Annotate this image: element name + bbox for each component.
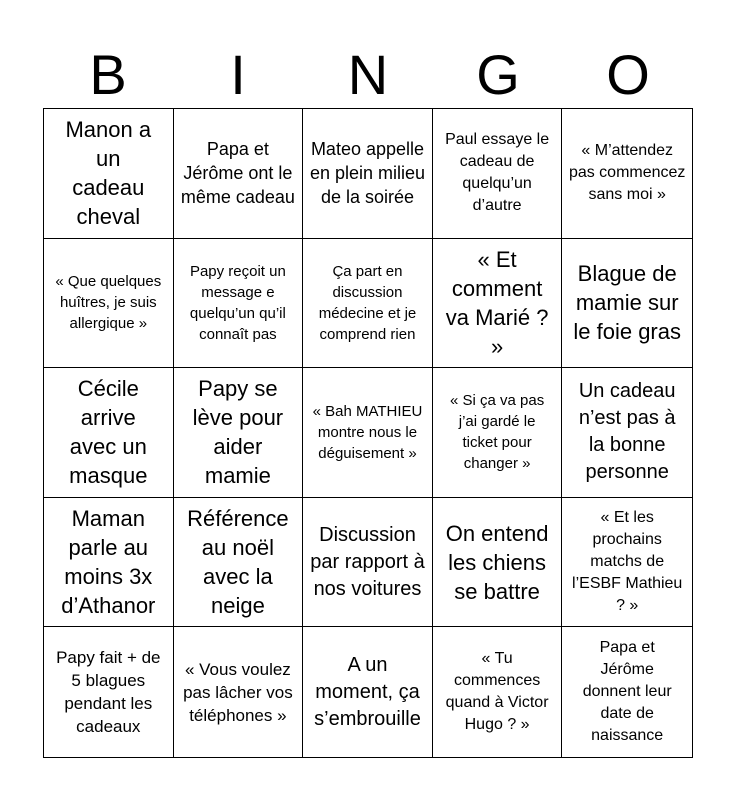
bingo-cell-r5-c2[interactable] xyxy=(174,627,304,757)
bingo-cell-r2-c5[interactable] xyxy=(562,239,692,369)
cell-text: Mateo appelle en plein milieu de la soirée xyxy=(309,139,426,208)
cell-text: On entend les chiens se battre xyxy=(445,520,549,604)
cell-text: « Tu commences quand à Victor Hugo ? » xyxy=(445,650,549,734)
cell-text: Maman parle au moins 3x d’Athanor xyxy=(61,506,156,619)
bingo-cell-r5-c5[interactable] xyxy=(562,627,692,757)
title-letter-b: B xyxy=(89,43,127,106)
title-letter-i: I xyxy=(230,43,246,106)
cell-text: Manon a un cadeau cheval xyxy=(65,117,152,230)
cell-text: Blague de mamie sur le foie gras xyxy=(573,261,681,345)
bingo-cell-r3-c3[interactable] xyxy=(303,368,433,498)
bingo-cell-r2-c3[interactable] xyxy=(303,239,433,369)
title-letter-g: G xyxy=(476,43,520,106)
bingo-cell-r4-c3[interactable] xyxy=(303,498,433,628)
cell-text: Discussion par rapport à nos voitures xyxy=(310,523,425,600)
bingo-cell-r2-c1[interactable] xyxy=(44,239,174,369)
bingo-cell-r4-c2[interactable] xyxy=(174,498,304,628)
cell-text: Un cadeau n’est pas à la bonne personne xyxy=(578,380,676,484)
bingo-cell-r4-c1[interactable] xyxy=(44,498,174,628)
cell-text: Référence au noël avec la neige xyxy=(187,506,289,619)
cell-text: « Et comment va Marié ? » xyxy=(445,246,549,359)
bingo-cell-r5-c4[interactable] xyxy=(433,627,563,757)
cell-text: Cécile arrive avec un masque xyxy=(69,376,148,489)
cell-text: « M’attendez pas commencez sans moi » xyxy=(568,142,686,204)
cell-text: Ça part en discussion médecine et je comprend rien xyxy=(318,262,417,343)
cell-text: A un moment, ça s’embrouille xyxy=(314,653,421,730)
cell-text: Papa et Jérôme donnent leur date de naissance xyxy=(582,639,672,745)
cell-text: Papa et Jérôme ont le même cadeau xyxy=(180,139,295,208)
bingo-cell-r3-c5[interactable] xyxy=(562,368,692,498)
bingo-cell-r1-c3[interactable] xyxy=(303,109,433,239)
title-letter-o: O xyxy=(606,43,650,106)
bingo-board xyxy=(43,108,693,758)
bingo-cell-r1-c2[interactable] xyxy=(174,109,304,239)
bingo-cell-r3-c4[interactable] xyxy=(433,368,563,498)
title-letter-n: N xyxy=(347,43,389,106)
cell-text: « Vous voulez pas lâcher vos téléphones » xyxy=(183,659,293,725)
cell-text: « Bah MATHIEU montre nous le déguisement » xyxy=(312,402,423,462)
bingo-cell-r1-c1[interactable] xyxy=(44,109,174,239)
bingo-cell-r2-c2[interactable] xyxy=(174,239,304,369)
cell-text: Paul essaye le cadeau de quelqu’un d’autre xyxy=(445,131,550,215)
bingo-cell-r1-c4[interactable] xyxy=(433,109,563,239)
bingo-cell-r5-c3[interactable] xyxy=(303,627,433,757)
bingo-cell-r3-c1[interactable] xyxy=(44,368,174,498)
bingo-cell-r4-c4[interactable] xyxy=(433,498,563,628)
bingo-cell-r4-c5[interactable] xyxy=(562,498,692,628)
cell-text: Papy se lève pour aider mamie xyxy=(192,376,284,489)
bingo-cell-r1-c5[interactable] xyxy=(562,109,692,239)
cell-text: « Que quelques huîtres, je suis allergique » xyxy=(55,273,162,333)
cell-text: Papy fait + de 5 blagues pendant les cadeaux xyxy=(56,648,161,737)
cell-text: « Et les prochains matchs de l’ESBF Mathieu ? » xyxy=(572,509,683,615)
bingo-title xyxy=(43,42,693,108)
cell-text: « Si ça va pas j’ai gardé le ticket pour changer » xyxy=(449,392,545,473)
bingo-cell-r3-c2[interactable] xyxy=(174,368,304,498)
bingo-cell-r2-c4[interactable] xyxy=(433,239,563,369)
cell-text: Papy reçoit un message e quelqu’un qu’il connaît pas xyxy=(189,262,286,343)
bingo-cell-r5-c1[interactable] xyxy=(44,627,174,757)
